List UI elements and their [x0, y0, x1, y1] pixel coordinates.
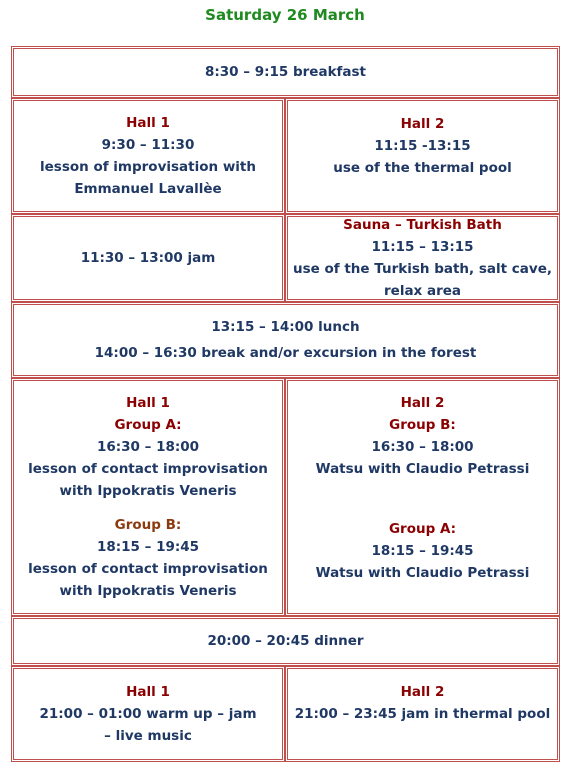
break-text: 14:00 – 16:30 break and/or excursion in the forest	[94, 345, 477, 361]
session-time: 18:15 – 19:45	[96, 539, 200, 555]
hall-label: Hall 1	[126, 115, 170, 131]
session-description: use of the Turkish bath, salt cave,	[292, 261, 552, 277]
session-description: Emmanuel Lavallèe	[74, 181, 222, 197]
lunch-break-cell	[11, 302, 560, 378]
session-description: Watsu with Claudio Petrassi	[315, 565, 530, 581]
session-time: 9:30 – 11:30	[101, 137, 195, 153]
evening-hall1-cell	[11, 666, 285, 762]
session-description: relax area	[384, 283, 461, 299]
morning-hall2-cell	[285, 98, 560, 214]
session-description: lesson of contact improvisation	[28, 461, 268, 477]
hall-label: Sauna – Turkish Bath	[343, 217, 502, 233]
hall-label: Hall 1	[126, 395, 170, 411]
afternoon-hall2-cell	[285, 378, 560, 616]
session-time: 18:15 – 19:45	[371, 543, 474, 559]
group-label: Group B:	[114, 517, 182, 533]
group-label: Group B:	[389, 417, 456, 433]
jam-cell	[11, 214, 285, 302]
session-description: with Ippokratis Veneris	[59, 583, 237, 599]
session-description: with Ippokratis Veneris	[59, 483, 237, 499]
group-label: Group A:	[114, 417, 182, 433]
session-time: 11:15 -13:15	[374, 138, 471, 154]
jam-text: 11:30 – 13:00 jam	[80, 250, 216, 266]
page-title: Saturday 26 March	[205, 6, 365, 24]
session-description: Watsu with Claudio Petrassi	[315, 461, 530, 477]
session-description: lesson of contact improvisation	[28, 561, 268, 577]
hall-label: Hall 2	[400, 395, 445, 411]
breakfast-cell	[11, 46, 560, 98]
session-description: – live music	[104, 728, 192, 744]
hall-label: Hall 1	[126, 684, 170, 700]
session-description: lesson of improvisation with	[40, 159, 256, 175]
dinner-text: 20:00 – 20:45 dinner	[207, 633, 364, 649]
session-description: use of the thermal pool	[333, 160, 512, 176]
hall-label: Hall 2	[400, 684, 445, 700]
lunch-text: 13:15 – 14:00 lunch	[211, 319, 360, 335]
evening-hall2-cell	[285, 666, 560, 762]
session-description: 21:00 – 23:45 jam in thermal pool	[294, 706, 551, 722]
session-time: 16:30 – 18:00	[96, 439, 200, 455]
morning-hall1-cell	[11, 98, 285, 214]
group-label: Group A:	[388, 521, 457, 537]
breakfast-text: 8:30 – 9:15 breakfast	[204, 64, 367, 80]
afternoon-hall1-cell	[11, 378, 285, 616]
session-time: 11:15 – 13:15	[371, 239, 474, 255]
dinner-cell	[11, 616, 560, 666]
session-description: 21:00 – 01:00 warm up – jam	[39, 706, 257, 722]
session-time: 16:30 – 18:00	[371, 439, 474, 455]
sauna-cell	[285, 214, 560, 302]
hall-label: Hall 2	[400, 116, 445, 132]
